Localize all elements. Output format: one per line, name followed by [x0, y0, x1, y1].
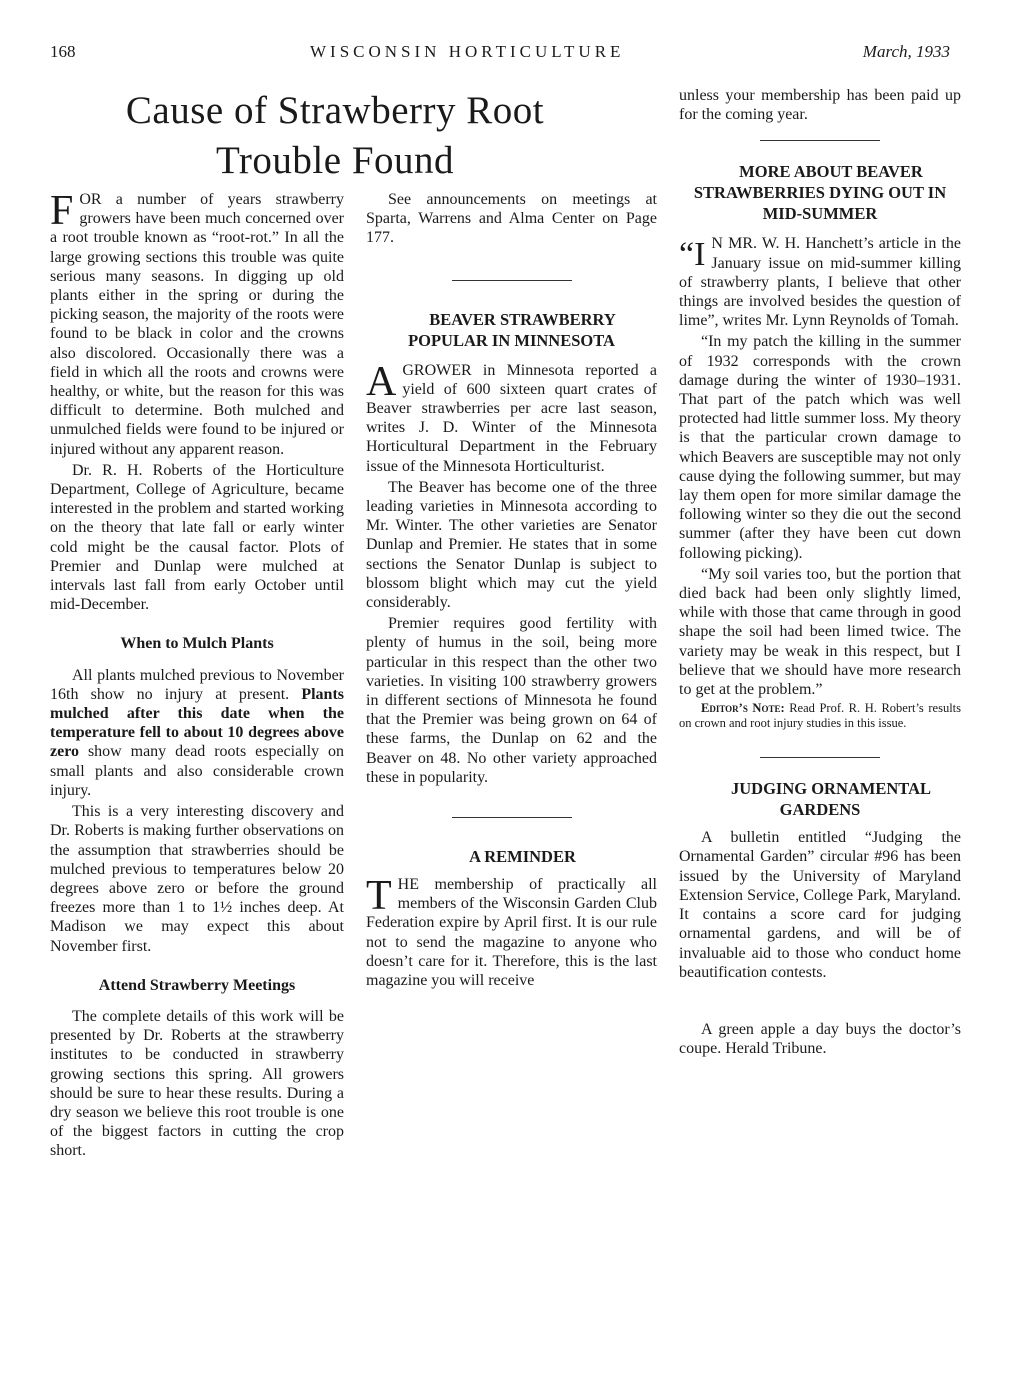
main-paragraph-5: The complete details of this work will be presented by Dr. Roberts at the strawberry institutes to be conducted in strawberry growing sections this spring. All growers should be sure to hear these results. During a dry season we believe this root trouble is one of the biggest factors in cutting the crop short.: [50, 1007, 344, 1160]
main-paragraph-3-bold: Plants mulched after this date when the temperature fell to about 10 degrees above zero: [50, 685, 344, 761]
reminder-title: A REMINDER: [469, 847, 576, 867]
reminder-paragraph-continued: unless your membership has been paid up for the coming year.: [679, 87, 961, 124]
filler-quote: A green apple a day buys the doctor’s coupe. Herald Tribune.: [679, 1020, 961, 1058]
page-number: 168: [50, 42, 76, 61]
column-right: [679, 86, 961, 1060]
main-paragraph-3-text-b: show many dead roots especially on small plants and also considerable crown injury.: [50, 743, 345, 799]
main-paragraph-2: Dr. R. H. Roberts of the Horticulture Department, College of Agriculture, became interested in the problem and started working on the theory that late fall or early winter cold might be the causal factor. Plots of Premier and Dunlap were mulched at intervals last fall from early October until mid-December.: [50, 461, 344, 614]
editors-note-label: Editor’s Note:: [701, 701, 785, 716]
editors-note-text: Read Prof. R. H. Robert’s results on crown and root injury studies in this issue.: [679, 701, 962, 731]
column-middle: [366, 190, 657, 992]
main-paragraph-1: [50, 190, 344, 459]
subhead-when-to-mulch: When to Mulch Plants: [120, 635, 274, 653]
judging-paragraph-1: A bulletin entitled “Judging the Ornamental Garden” circular #96 has been issued by the University of Maryland Extension Service, College Park, Maryland. It contains a score card for judging ornamental gardens, and will be of invaluable aid to those who conduct home beautification contests.: [679, 829, 961, 981]
column-left: [50, 190, 344, 1163]
main-article-title: [55, 86, 615, 186]
drop-cap: A: [366, 358, 397, 405]
drop-cap: F: [50, 188, 74, 234]
beaver-paragraph-1: [366, 358, 657, 476]
beaver-paragraph-2: The Beaver has become one of the three leading varieties in Minnesota according to Mr. Winter. The other varieties are Senator Dunlap and Premier. He states that in some sections the Senator Dunlap is subject to blossom blight which may cut the yield considerably.: [366, 478, 657, 612]
main-paragraph-3: [50, 666, 344, 800]
beaver-paragraph-3: Premier requires good fertility with plenty of humus in the soil, being more particular in this respect than the other two varieties. In visiting 100 strawberry growers in different sections of Minnesota he found that the Premier was being grown on 64 of these farms, the Dunlap on 62 and the Beaver on 48. No other variety approached these in popularity.: [366, 615, 657, 786]
more-beaver-paragraph-2: “In my patch the killing in the summer of 1932 corresponds with the crown damage during the winter of 1930–1931. That part of the patch which was well protected had little summer loss. My theory is that the particular crown damage to which Beavers are susceptible may not only cause dying the following summer, but may lay them open for more similar damage the following winter so they die out the second summer (after they have been cut down following picking).: [679, 333, 961, 562]
editors-note: [679, 701, 961, 731]
main-title-line1: Cause of Strawberry Root: [125, 89, 545, 132]
drop-cap: “I: [679, 236, 706, 274]
issue-date: March, 1933: [862, 42, 950, 61]
beaver-paragraph-1-text: GROWER in Minnesota reported a yield of 600 sixteen quart crates of Beaver strawberries per acre last season, writes J. D. Winter of the Minnesota Horticultural Department in the February issue of the Minnesota Horticulturist.: [366, 361, 657, 475]
drop-cap: T: [366, 873, 392, 920]
running-title: WISCONSIN HORTICULTURE: [310, 42, 625, 61]
more-beaver-paragraph-3: “My soil varies too, but the portion that died back had been only slightly limed, while with those that came through in good shape the soil had been limed twice. The variety may be weak in this respect, but I believe that we should have more research to get at the problem.”: [679, 565, 961, 699]
main-paragraph-6: See announcements on meetings at Sparta, Warrens and Alma Center on Page 177.: [366, 191, 657, 247]
page-header: [50, 42, 950, 68]
beaver-article-title: BEAVER STRAWBERRY POPULAR IN MINNESOTA: [408, 309, 616, 350]
more-beaver-title: MORE ABOUT BEAVER STRAWBERRIES DYING OUT IN MID-SUMMER: [693, 162, 947, 224]
main-paragraph-4: This is a very interesting discovery and Dr. Roberts is making further observations on the assumption that strawberries should be mulched previous to temperatures below 20 degrees above zero or before the ground freezes more than 1 to 1½ inches deep. At Madison we may expect this about November first.: [50, 803, 344, 955]
main-title-line2: Trouble Found: [215, 139, 455, 182]
more-beaver-paragraph-1: [679, 234, 961, 330]
main-paragraph-3-text-a: All plants mulched previous to November 16th show no injury at present.: [50, 666, 344, 703]
subhead-attend-meetings: Attend Strawberry Meetings: [98, 976, 296, 994]
judging-title: JUDGING ORNAMENTAL GARDENS: [731, 779, 931, 820]
reminder-paragraph-1: [366, 875, 657, 990]
reminder-paragraph-1-text: HE membership of practically all members of the Wisconsin Garden Club Federation expire by April first. It is our rule not to send the magazine to anyone who doesn’t care for it. Therefore, this is the last magazine you will receive: [366, 876, 657, 990]
main-paragraph-1-text: OR a number of years strawberry growers have been much concerned over a root trouble known as “root-rot.” In all the large growing sections this trouble was quite serious many seasons. In digging up old plants either in the spring or during the picking season, the majority of the roots were found to be black in color and the crowns also discolored. Occasionally there was a field in which all the roots and crowns were healthy, or white, but the reason for this was difficult to determine. Both mulched and unmulched fields were found to be injured or injured without any apparent reason.: [50, 191, 344, 458]
more-beaver-paragraph-1-text: N MR. W. H. Hanchett’s article in the January issue on mid-summer killing of strawberry plants, I believe that other things are involved besides the question of lime”, writes Mr. Lynn Reynolds of Tomah.: [679, 235, 961, 330]
